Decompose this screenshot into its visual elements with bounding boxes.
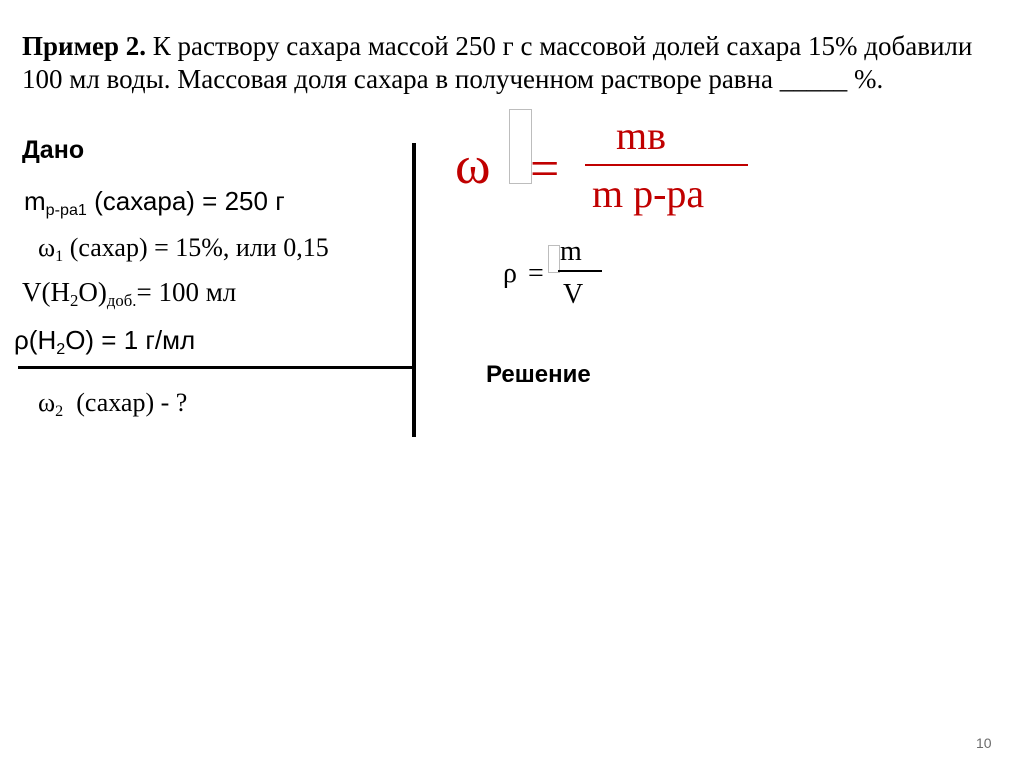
- given-mass-symbol: m: [24, 186, 46, 216]
- find-mass-fraction: [38, 388, 187, 418]
- given-omega-subscript: 1: [55, 247, 64, 265]
- given-title: Дано: [22, 136, 85, 164]
- given-volume-sub2: доб.: [106, 291, 137, 311]
- given-omega-symbol: ω: [38, 233, 56, 262]
- given-water-density: [14, 325, 195, 356]
- formula-omega-symbol: ω: [455, 135, 491, 195]
- given-density-subscript: 2: [56, 339, 66, 358]
- find-value: (сахар) - ?: [63, 388, 188, 417]
- given-mass-fraction: [38, 233, 329, 263]
- given-omega-value: (сахар) = 15%, или 0,15: [63, 233, 329, 262]
- problem-text: К раствору сахара массой 250 г с массовой долей сахара 15% добавили 100 мл воды. Массовая доля сахара в полученном растворе равна _____ %.: [22, 31, 973, 94]
- find-omega-subscript: 2: [55, 402, 64, 420]
- formula-equals: =: [530, 141, 560, 198]
- given-density-prefix: ρ(H: [14, 325, 57, 355]
- density-placeholder-box: [548, 245, 560, 273]
- formula-placeholder-box: [509, 109, 532, 184]
- given-volume-mid: O): [78, 277, 107, 307]
- page-number: 10: [976, 735, 992, 751]
- given-volume-sub1: 2: [70, 291, 79, 311]
- given-mass-solution: [24, 186, 285, 217]
- density-denominator: V: [563, 279, 584, 310]
- given-water-volume: [22, 277, 237, 311]
- density-rho-symbol: ρ: [503, 258, 517, 289]
- find-omega-symbol: ω: [38, 388, 56, 417]
- formula-fraction-line: [585, 164, 748, 166]
- given-density-value: O) = 1 г/мл: [65, 325, 196, 355]
- horizontal-divider: [18, 366, 416, 369]
- given-volume-value: = 100 мл: [136, 277, 237, 307]
- given-mass-value: (сахара) = 250 г: [86, 186, 285, 216]
- formula-numerator: mв: [616, 113, 666, 158]
- density-equals: =: [528, 258, 544, 289]
- density-numerator: m: [560, 236, 582, 267]
- vertical-divider: [412, 143, 416, 437]
- given-mass-subscript: р-ра1: [45, 200, 87, 219]
- given-volume-prefix: V(H: [22, 277, 70, 307]
- solution-label: Решение: [486, 361, 591, 388]
- formula-denominator: m р-ра: [592, 171, 705, 216]
- problem-statement: [22, 30, 982, 96]
- problem-label: Пример 2.: [22, 31, 146, 61]
- density-fraction-line: [558, 270, 602, 272]
